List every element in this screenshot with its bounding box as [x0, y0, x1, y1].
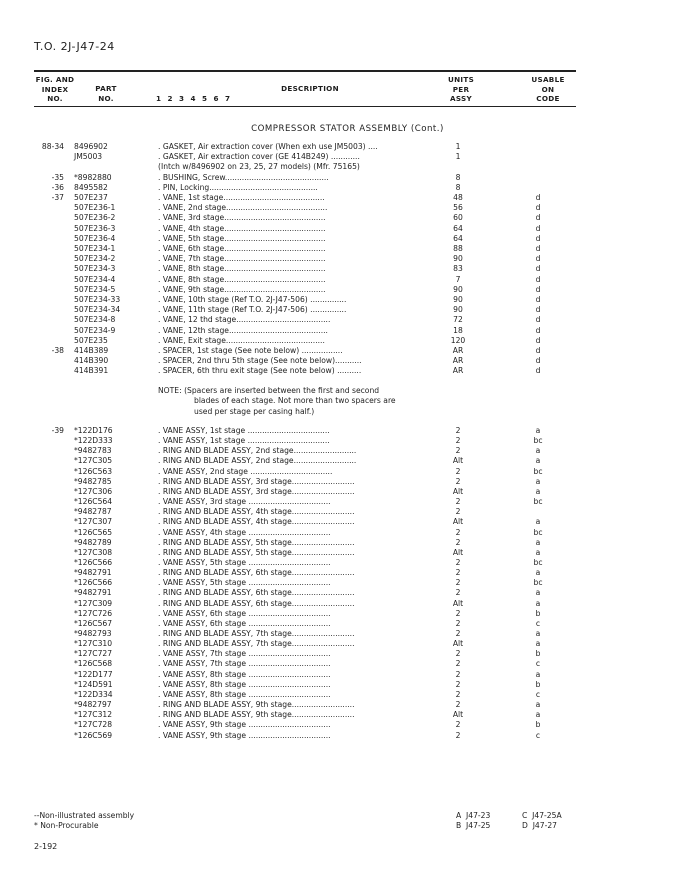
table-row — [0, 234, 695, 244]
table-row — [0, 619, 695, 629]
description-cell: . RING AND BLADE ASSY, 9th stage.......................... — [158, 710, 355, 720]
units-per-assy-cell: 2 — [455, 476, 461, 486]
part-number-cell: 507E235 — [74, 335, 108, 345]
description-cell: . VANE, 5th stage.......................................... — [158, 233, 326, 243]
usable-on-code-cell: d — [535, 325, 541, 335]
part-number-cell: *9482797 — [74, 700, 112, 710]
usable-on-code-cell: bc — [533, 497, 543, 507]
description-cell: . VANE ASSY, 9th stage .................................. — [158, 720, 331, 730]
description-cell: . RING AND BLADE ASSY, 3rd stage.......................... — [158, 486, 355, 496]
description-cell: . VANE, 6th stage.......................................... — [158, 244, 326, 253]
part-number-cell: *127C306 — [74, 486, 113, 496]
description-cell: . VANE, 7th stage.......................................... — [158, 254, 326, 264]
units-per-assy-cell: 1 — [455, 142, 461, 151]
description-cell: . RING AND BLADE ASSY, 4th stage.......................... — [158, 517, 355, 527]
units-per-assy-cell: 7 — [455, 274, 461, 284]
description-cell: . SPACER, 1st stage (See note below) ................. — [158, 346, 343, 355]
table-row — [0, 213, 695, 223]
usable-on-code-cell: d — [535, 295, 541, 304]
units-per-assy-cell: 2 — [455, 720, 461, 730]
description-cell: . RING AND BLADE ASSY, 6th stage.......................... — [158, 588, 355, 598]
fig-index-cell: -37 — [51, 193, 64, 202]
units-per-assy-cell: 2 — [455, 436, 461, 446]
units-per-assy-cell: 2 — [455, 649, 461, 659]
description-cell: . RING AND BLADE ASSY, 6th stage.......................... — [158, 568, 355, 578]
table-row — [0, 731, 695, 741]
units-per-assy-cell: 90 — [453, 284, 463, 294]
usable-on-code-cell: d — [535, 193, 541, 202]
description-cell: . PIN, Locking............................................. — [158, 182, 318, 192]
part-number-cell: *127C309 — [74, 598, 113, 608]
table-row — [0, 609, 695, 619]
part-number-cell: *126C564 — [74, 497, 113, 507]
part-number-cell: 507E236-3 — [74, 223, 116, 233]
units-per-assy-cell: 2 — [455, 557, 461, 567]
units-per-assy-cell: 90 — [453, 305, 463, 315]
description-cell: . VANE, Exit stage......................................... — [158, 335, 325, 345]
description-cell: . GASKET, Air extraction cover (When exh use JM5003) .... — [158, 142, 378, 151]
usable-on-code-cell: d — [535, 213, 541, 223]
part-number-cell: *9482791 — [74, 568, 112, 578]
part-number-cell: 507E234-4 — [74, 274, 116, 284]
code-model: J47-27 — [532, 821, 557, 830]
units-per-assy-cell: Alt — [452, 710, 464, 720]
part-number-cell: *122D177 — [74, 669, 113, 679]
units-per-assy-cell: 2 — [455, 659, 461, 669]
units-per-assy-cell: 2 — [455, 446, 461, 456]
usable-on-code-cell: c — [535, 659, 541, 669]
description-cell: . VANE ASSY, 6th stage .................................. — [158, 608, 331, 618]
usable-on-code-cell: d — [535, 233, 541, 243]
table-row — [0, 142, 695, 152]
usable-on-code-cell: b — [535, 679, 541, 689]
table-row — [0, 680, 695, 690]
table-row — [0, 326, 695, 336]
part-number-cell: *127C310 — [74, 639, 113, 649]
table-row — [0, 173, 695, 183]
units-per-assy-cell: AR — [452, 346, 464, 355]
units-per-assy-cell: 90 — [453, 254, 463, 264]
units-per-assy-cell: Alt — [452, 456, 464, 466]
part-number-cell: *8982880 — [74, 172, 112, 182]
column-header-part: PART NO. — [95, 84, 117, 103]
usable-on-code-cell: d — [535, 335, 541, 345]
part-number-cell: *126C563 — [74, 466, 113, 476]
part-number-cell: *122D334 — [74, 689, 113, 699]
table-row — [0, 346, 695, 356]
table-row — [0, 528, 695, 538]
usable-on-code-cell: bc — [533, 466, 543, 476]
description-cell: . VANE, 11th stage (Ref T.O. 2J-J47-506) ............... — [158, 305, 347, 315]
usable-on-code-cell: c — [535, 730, 541, 740]
description-cell: . VANE, 4th stage.......................................... — [158, 223, 326, 233]
table-row — [0, 487, 695, 497]
table-row — [0, 467, 695, 477]
usable-on-code-cell: bc — [533, 527, 543, 537]
part-number-cell: *126C566 — [74, 578, 113, 588]
units-per-assy-cell: AR — [452, 366, 464, 376]
legend-line: * Non-Procurable — [34, 821, 99, 830]
usable-on-code-cell: d — [535, 356, 541, 366]
usable-on-code-cell: a — [535, 710, 541, 720]
part-number-cell: 507E234-3 — [74, 264, 116, 274]
note-line: blades of each stage. Not more than two spacers are — [194, 396, 396, 406]
usable-on-code-cell: c — [535, 689, 541, 699]
units-per-assy-cell: Alt — [452, 517, 464, 527]
usable-on-code-cell: a — [535, 639, 541, 649]
units-per-assy-cell: 2 — [455, 426, 461, 435]
part-number-cell: 507E236-4 — [74, 233, 116, 243]
usable-on-code-cell: a — [535, 446, 541, 456]
part-number-cell: 507E236-2 — [74, 213, 116, 223]
part-number-cell: 8495582 — [74, 182, 108, 192]
table-row — [0, 426, 695, 436]
part-number-cell: *127C726 — [74, 608, 113, 618]
part-number-cell: *127C727 — [74, 649, 113, 659]
usable-on-code-cell: a — [535, 486, 541, 496]
table-row — [0, 568, 695, 578]
usable-on-code-cell: d — [535, 305, 541, 315]
document-number: T.O. 2J-J47-24 — [34, 40, 115, 53]
description-cell: . VANE ASSY, 7th stage .................................. — [158, 649, 331, 659]
fig-index-cell: 88-34 — [41, 142, 64, 151]
table-row — [0, 710, 695, 720]
table-row — [0, 193, 695, 203]
fig-index-cell: -38 — [51, 346, 64, 355]
part-number-cell: *122D176 — [74, 426, 113, 435]
code-letter: C — [522, 811, 528, 820]
part-number-cell: *9482793 — [74, 629, 112, 638]
part-number-cell: *126C566 — [74, 557, 113, 567]
units-per-assy-cell: 2 — [455, 700, 461, 710]
code-model: J47-25 — [466, 821, 491, 830]
description-cell: . RING AND BLADE ASSY, 2nd stage.......................... — [158, 446, 357, 456]
table-row — [0, 670, 695, 680]
table-row — [0, 456, 695, 466]
part-number-cell: *124D591 — [74, 679, 113, 689]
table-row — [0, 356, 695, 366]
units-per-assy-cell: Alt — [452, 598, 464, 608]
model-codes-right — [522, 811, 562, 831]
usable-on-code-cell: a — [535, 456, 541, 466]
note-line: NOTE: (Spacers are inserted between the first and second — [158, 386, 380, 395]
usable-on-code-cell: d — [535, 274, 541, 284]
usable-on-code-cell: a — [535, 700, 541, 710]
units-per-assy-cell: 2 — [455, 527, 461, 537]
usable-on-code-cell: d — [535, 366, 541, 376]
table-row — [0, 224, 695, 234]
table-row — [0, 639, 695, 649]
table-row — [0, 295, 695, 305]
table-row — [0, 700, 695, 710]
usable-on-code-cell: d — [535, 346, 541, 355]
usable-on-code-cell: d — [535, 284, 541, 294]
code-model: J47-25A — [532, 811, 562, 820]
usable-on-code-cell: a — [535, 629, 541, 638]
description-cell: . RING AND BLADE ASSY, 7th stage.......................... — [158, 639, 355, 649]
part-number-cell: JM5003 — [74, 152, 103, 162]
units-per-assy-cell: 2 — [455, 689, 461, 699]
column-header-description: DESCRIPTION — [281, 84, 339, 93]
description-cell: . VANE ASSY, 2nd stage .................................. — [158, 466, 333, 476]
table-row — [0, 285, 695, 295]
description-cell: . VANE ASSY, 1st stage .................................. — [158, 436, 330, 446]
description-cell: . RING AND BLADE ASSY, 2nd stage.......................... — [158, 456, 357, 466]
table-row — [0, 275, 695, 285]
part-number-cell: 507E234-1 — [74, 244, 116, 253]
part-number-cell: *127C307 — [74, 517, 113, 527]
units-per-assy-cell: AR — [452, 356, 464, 366]
description-cell: . VANE ASSY, 7th stage .................................. — [158, 659, 331, 669]
part-number-cell: *127C312 — [74, 710, 113, 720]
description-cell: . VANE, 3rd stage.......................................... — [158, 213, 326, 223]
table-row — [0, 720, 695, 730]
part-number-cell: *126C569 — [74, 730, 113, 740]
section-title: COMPRESSOR STATOR ASSEMBLY (Cont.) — [251, 124, 444, 134]
table-row — [0, 183, 695, 193]
usable-on-code-cell: a — [535, 537, 541, 547]
description-cell: . RING AND BLADE ASSY, 4th stage.......................... — [158, 507, 355, 517]
description-cell: . RING AND BLADE ASSY, 7th stage.......................... — [158, 629, 355, 638]
description-cell: . VANE, 9th stage.......................................... — [158, 284, 326, 294]
units-per-assy-cell: 64 — [453, 233, 463, 243]
table-row — [0, 588, 695, 598]
table-row — [0, 366, 695, 376]
usable-on-code-cell: a — [535, 547, 541, 557]
model-codes — [456, 811, 490, 831]
table-row — [0, 315, 695, 325]
description-cell: . VANE ASSY, 8th stage .................................. — [158, 679, 331, 689]
part-number-cell: *122D333 — [74, 436, 113, 446]
table-row — [0, 477, 695, 487]
units-per-assy-cell: 2 — [455, 537, 461, 547]
part-number-cell: *9482785 — [74, 476, 112, 486]
part-number-cell: 8496902 — [74, 142, 108, 151]
part-number-cell: 507E234-5 — [74, 284, 116, 294]
part-number-cell: 507E234-8 — [74, 315, 116, 325]
units-per-assy-cell: 2 — [455, 568, 461, 578]
table-row — [0, 578, 695, 588]
units-per-assy-cell: 2 — [455, 608, 461, 618]
code-letter: D — [522, 821, 528, 830]
usable-on-code-cell: bc — [533, 578, 543, 588]
usable-on-code-cell: a — [535, 517, 541, 527]
indent-scale: 1 2 3 4 5 6 7 — [156, 94, 233, 103]
description-cell: . BUSHING, Screw........................................... — [158, 172, 329, 182]
units-per-assy-cell: 2 — [455, 730, 461, 740]
column-header-fig-index: FIG. AND INDEX NO. — [35, 75, 75, 103]
description-cell: . VANE, 10th stage (Ref T.O. 2J-J47-506) ............... — [158, 295, 347, 304]
usable-on-code-cell: c — [535, 618, 541, 628]
usable-on-code-cell: d — [535, 315, 541, 325]
units-per-assy-cell: 8 — [455, 172, 461, 182]
units-per-assy-cell: 83 — [453, 264, 463, 274]
units-per-assy-cell: 8 — [455, 182, 461, 192]
part-number-cell: 507E234-9 — [74, 325, 116, 335]
usable-on-code-cell: a — [535, 426, 541, 435]
table-row — [0, 254, 695, 264]
usable-on-code-cell: a — [535, 598, 541, 608]
units-per-assy-cell: 2 — [455, 578, 461, 588]
description-cell: . RING AND BLADE ASSY, 5th stage.......................... — [158, 547, 355, 557]
legend-line: --Non-illustrated assembly — [34, 811, 135, 820]
description-cell: . VANE, 8th stage.......................................... — [158, 274, 326, 284]
description-cell: . VANE, 8th stage.......................................... — [158, 264, 326, 274]
description-cell: . VANE ASSY, 8th stage .................................. — [158, 689, 331, 699]
spacer-note — [158, 386, 396, 417]
units-per-assy-cell: 2 — [455, 507, 461, 517]
units-per-assy-cell: 2 — [455, 497, 461, 507]
units-per-assy-cell: 90 — [453, 295, 463, 304]
column-header-usable: USABLE ON CODE — [531, 75, 565, 103]
units-per-assy-cell: 120 — [450, 335, 466, 345]
part-number-cell: *127C728 — [74, 720, 113, 730]
note-line: used per stage per casing half.) — [194, 406, 315, 416]
description-cell: . VANE ASSY, 5th stage .................................. — [158, 578, 331, 588]
table-row — [0, 659, 695, 669]
usable-on-code-cell: a — [535, 476, 541, 486]
usable-on-code-cell: d — [535, 254, 541, 264]
description-cell: . VANE ASSY, 6th stage .................................. — [158, 618, 331, 628]
table-row — [0, 538, 695, 548]
units-per-assy-cell: 2 — [455, 679, 461, 689]
description-cell: . SPACER, 6th thru exit stage (See note below) .......... — [158, 366, 362, 376]
table-row — [0, 152, 695, 162]
usable-on-code-cell: a — [535, 568, 541, 578]
description-cell: . VANE ASSY, 1st stage .................................. — [158, 426, 330, 435]
description-cell: . GASKET, Air extraction cover (GE 414B249) ............ — [158, 152, 360, 162]
description-cell: . VANE, 12th stage......................................... — [158, 325, 328, 335]
part-number-cell: *126C567 — [74, 618, 113, 628]
code-model: J47-23 — [466, 811, 491, 820]
table-row — [0, 305, 695, 315]
part-number-cell: *9482783 — [74, 446, 112, 456]
usable-on-code-cell: b — [535, 649, 541, 659]
table-row — [0, 162, 695, 172]
header-top-rule — [34, 70, 576, 72]
table-row — [0, 507, 695, 517]
table-row — [0, 497, 695, 507]
code-letter: A — [456, 811, 462, 820]
units-per-assy-cell: 60 — [453, 213, 463, 223]
units-per-assy-cell: 2 — [455, 618, 461, 628]
description-cell: (Intch w/8496902 on 23, 25, 27 models) (Mfr. 75165) — [158, 162, 360, 172]
usable-on-code-cell: bc — [533, 557, 543, 567]
units-per-assy-cell: 88 — [453, 244, 463, 253]
header-bottom-rule — [34, 106, 576, 107]
table-row — [0, 649, 695, 659]
description-cell: . VANE ASSY, 5th stage .................................. — [158, 557, 331, 567]
part-number-cell: *9482787 — [74, 507, 112, 517]
usable-on-code-cell: a — [535, 669, 541, 679]
description-cell: . SPACER, 2nd thru 5th stage (See note below)........... — [158, 356, 362, 366]
fig-index-cell: -35 — [51, 172, 64, 182]
units-per-assy-cell: 18 — [453, 325, 463, 335]
usable-on-code-cell: a — [535, 588, 541, 598]
usable-on-code-cell: d — [535, 264, 541, 274]
units-per-assy-cell: Alt — [452, 486, 464, 496]
description-cell: . RING AND BLADE ASSY, 5th stage.......................... — [158, 537, 355, 547]
usable-on-code-cell: b — [535, 608, 541, 618]
table-row — [0, 336, 695, 346]
units-per-assy-cell: 2 — [455, 466, 461, 476]
part-number-cell: *126C568 — [74, 659, 113, 669]
part-number-cell: 507E234-33 — [74, 295, 121, 304]
description-cell: . VANE, 1st stage.......................................... — [158, 193, 325, 202]
table-row — [0, 446, 695, 456]
table-row — [0, 599, 695, 609]
table-row — [0, 629, 695, 639]
units-per-assy-cell: 48 — [453, 193, 463, 202]
table-row — [0, 264, 695, 274]
fig-index-cell: -39 — [51, 426, 64, 435]
fig-index-cell: -36 — [51, 182, 64, 192]
description-cell: . VANE ASSY, 9th stage .................................. — [158, 730, 331, 740]
description-cell: . VANE ASSY, 3rd stage .................................. — [158, 497, 331, 507]
units-per-assy-cell: 2 — [455, 588, 461, 598]
part-number-cell: 507E236-1 — [74, 203, 116, 213]
part-number-cell: *127C308 — [74, 547, 113, 557]
part-number-cell: 507E237 — [74, 193, 108, 202]
part-number-cell: *126C565 — [74, 527, 113, 537]
units-per-assy-cell: 2 — [455, 629, 461, 638]
description-cell: . RING AND BLADE ASSY, 6th stage.......................... — [158, 598, 355, 608]
table-row — [0, 436, 695, 446]
usable-on-code-cell: b — [535, 720, 541, 730]
part-number-cell: *9482789 — [74, 537, 112, 547]
usable-on-code-cell: d — [535, 203, 541, 213]
part-number-cell: 414B390 — [74, 356, 109, 366]
table-row — [0, 558, 695, 568]
page-number: 2-192 — [34, 842, 58, 851]
part-number-cell: 507E234-2 — [74, 254, 116, 264]
units-per-assy-cell: 1 — [455, 152, 461, 162]
units-per-assy-cell: Alt — [452, 547, 464, 557]
table-row — [0, 517, 695, 527]
description-cell: . VANE ASSY, 4th stage .................................. — [158, 527, 331, 537]
part-number-cell: 414B391 — [74, 366, 109, 376]
part-number-cell: *127C305 — [74, 456, 113, 466]
table-row — [0, 244, 695, 254]
usable-on-code-cell: d — [535, 223, 541, 233]
units-per-assy-cell: 56 — [453, 203, 463, 213]
units-per-assy-cell: Alt — [452, 639, 464, 649]
description-cell: . VANE, 2nd stage.......................................... — [158, 203, 328, 213]
code-letter: B — [456, 821, 462, 830]
column-header-units: UNITS PER ASSY — [447, 75, 475, 103]
part-number-cell: 414B389 — [74, 346, 109, 355]
units-per-assy-cell: 72 — [453, 315, 463, 325]
table-row — [0, 203, 695, 213]
description-cell: . VANE, 12 thd stage....................................... — [158, 315, 331, 325]
usable-on-code-cell: d — [535, 244, 541, 253]
description-cell: . RING AND BLADE ASSY, 9th stage.......................... — [158, 700, 355, 710]
footer-legend — [34, 811, 134, 831]
part-number-cell: 507E234-34 — [74, 305, 121, 315]
units-per-assy-cell: 64 — [453, 223, 463, 233]
table-row — [0, 690, 695, 700]
units-per-assy-cell: 2 — [455, 669, 461, 679]
part-number-cell: *9482791 — [74, 588, 112, 598]
table-row — [0, 548, 695, 558]
description-cell: . RING AND BLADE ASSY, 3rd stage.......................... — [158, 476, 355, 486]
usable-on-code-cell: bc — [533, 436, 543, 446]
description-cell: . VANE ASSY, 8th stage .................................. — [158, 669, 331, 679]
